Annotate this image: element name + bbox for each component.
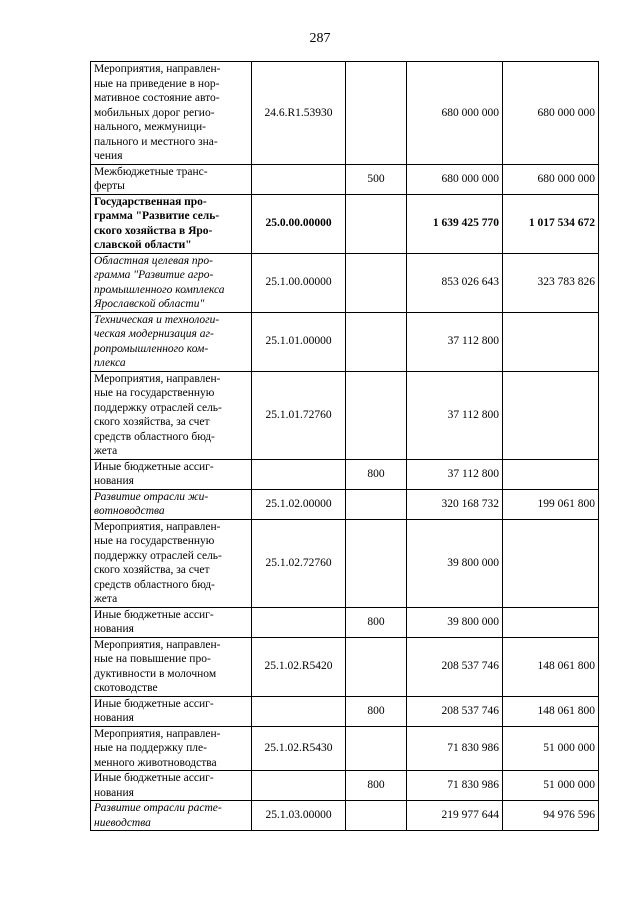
row-code-cell: 25.1.00.00000 (252, 253, 346, 312)
row-code-cell: 25.1.02.R5420 (252, 637, 346, 696)
row-name-cell: Областная целевая про- грамма "Развитие агро- промышленного комплекса Ярославской области" (91, 253, 252, 312)
row-amount-year1-cell: 680 000 000 (407, 62, 503, 165)
row-amount-year2-cell (503, 607, 599, 637)
row-amount-year2-cell (503, 459, 599, 489)
table-row (91, 194, 599, 253)
row-name-cell: Государственная про- грамма "Развитие сель- ского хозяйства в Яро- славской области" (91, 194, 252, 253)
row-expense-type-cell (346, 62, 407, 165)
table-row (91, 637, 599, 696)
table-row (91, 519, 599, 607)
row-code-cell (252, 696, 346, 726)
row-amount-year1-cell: 39 800 000 (407, 519, 503, 607)
table-row (91, 726, 599, 771)
row-expense-type-cell (346, 489, 407, 519)
table-row (91, 696, 599, 726)
row-expense-type-cell: 800 (346, 459, 407, 489)
row-amount-year2-cell: 51 000 000 (503, 771, 599, 801)
table-row (91, 164, 599, 194)
row-expense-type-cell (346, 637, 407, 696)
row-code-cell: 25.1.02.R5430 (252, 726, 346, 771)
row-code-cell: 25.1.01.72760 (252, 371, 346, 459)
row-amount-year1-cell: 1 639 425 770 (407, 194, 503, 253)
table-row (91, 607, 599, 637)
row-expense-type-cell (346, 371, 407, 459)
row-amount-year1-cell: 71 830 986 (407, 726, 503, 771)
row-code-cell: 25.1.01.00000 (252, 312, 346, 371)
row-name-cell: Мероприятия, направлен- ные на государственную поддержку отраслей сель- ского хозяйства, за счет средств областного бюд- жета (91, 371, 252, 459)
row-amount-year2-cell (503, 371, 599, 459)
row-name-cell: Иные бюджетные ассиг- нования (91, 607, 252, 637)
row-amount-year2-cell: 51 000 000 (503, 726, 599, 771)
row-expense-type-cell (346, 519, 407, 607)
row-expense-type-cell (346, 194, 407, 253)
table-row (91, 801, 599, 831)
table-row (91, 489, 599, 519)
table-row (91, 771, 599, 801)
row-name-cell: Мероприятия, направлен- ные на поддержку пле- менного животноводства (91, 726, 252, 771)
row-amount-year1-cell: 208 537 746 (407, 696, 503, 726)
budget-table-body (91, 62, 599, 831)
page-number: 287 (309, 31, 331, 46)
row-name-cell: Мероприятия, направлен- ные на повышение про- дуктивности в молочном скотоводстве (91, 637, 252, 696)
row-code-cell: 25.1.02.00000 (252, 489, 346, 519)
row-name-cell: Иные бюджетные ассиг- нования (91, 696, 252, 726)
row-expense-type-cell (346, 253, 407, 312)
row-name-cell: Мероприятия, направлен- ные на приведение в нор- мативное состояние авто- мобильных дорог регио- нального, межмуници- пального и местного зна- чения (91, 62, 252, 165)
row-expense-type-cell (346, 801, 407, 831)
table-row (91, 371, 599, 459)
row-amount-year1-cell: 37 112 800 (407, 371, 503, 459)
row-amount-year1-cell: 39 800 000 (407, 607, 503, 637)
table-row (91, 253, 599, 312)
row-expense-type-cell (346, 312, 407, 371)
row-code-cell: 25.0.00.00000 (252, 194, 346, 253)
budget-table (90, 61, 599, 831)
table-row (91, 312, 599, 371)
row-amount-year1-cell: 37 112 800 (407, 459, 503, 489)
row-amount-year1-cell: 680 000 000 (407, 164, 503, 194)
row-amount-year1-cell: 71 830 986 (407, 771, 503, 801)
row-amount-year2-cell (503, 312, 599, 371)
row-amount-year2-cell: 148 061 800 (503, 637, 599, 696)
row-name-cell: Мероприятия, направлен- ные на государственную поддержку отраслей сель- ского хозяйства, за счет средств областного бюд- жета (91, 519, 252, 607)
row-amount-year2-cell: 94 976 596 (503, 801, 599, 831)
row-expense-type-cell: 500 (346, 164, 407, 194)
row-amount-year2-cell (503, 519, 599, 607)
row-amount-year1-cell: 219 977 644 (407, 801, 503, 831)
row-name-cell: Иные бюджетные ассиг- нования (91, 771, 252, 801)
row-amount-year2-cell: 148 061 800 (503, 696, 599, 726)
row-expense-type-cell (346, 726, 407, 771)
row-amount-year1-cell: 320 168 732 (407, 489, 503, 519)
row-amount-year2-cell: 680 000 000 (503, 164, 599, 194)
row-name-cell: Межбюджетные транс- ферты (91, 164, 252, 194)
row-name-cell: Развитие отрасли жи- вотноводства (91, 489, 252, 519)
row-amount-year1-cell: 853 026 643 (407, 253, 503, 312)
row-code-cell: 25.1.03.00000 (252, 801, 346, 831)
row-code-cell: 25.1.02.72760 (252, 519, 346, 607)
row-amount-year1-cell: 37 112 800 (407, 312, 503, 371)
row-code-cell (252, 771, 346, 801)
row-code-cell (252, 607, 346, 637)
row-amount-year2-cell: 323 783 826 (503, 253, 599, 312)
row-code-cell: 24.6.R1.53930 (252, 62, 346, 165)
row-name-cell: Техническая и технологи- ческая модернизация аг- ропромышленного ком- плекса (91, 312, 252, 371)
table-row (91, 62, 599, 165)
row-name-cell: Развитие отрасли расте- ниеводства (91, 801, 252, 831)
row-code-cell (252, 459, 346, 489)
row-amount-year2-cell: 1 017 534 672 (503, 194, 599, 253)
row-code-cell (252, 164, 346, 194)
row-amount-year1-cell: 208 537 746 (407, 637, 503, 696)
row-expense-type-cell: 800 (346, 696, 407, 726)
row-expense-type-cell: 800 (346, 607, 407, 637)
row-name-cell: Иные бюджетные ассиг- нования (91, 459, 252, 489)
table-row (91, 459, 599, 489)
row-amount-year2-cell: 199 061 800 (503, 489, 599, 519)
row-amount-year2-cell: 680 000 000 (503, 62, 599, 165)
row-expense-type-cell: 800 (346, 771, 407, 801)
